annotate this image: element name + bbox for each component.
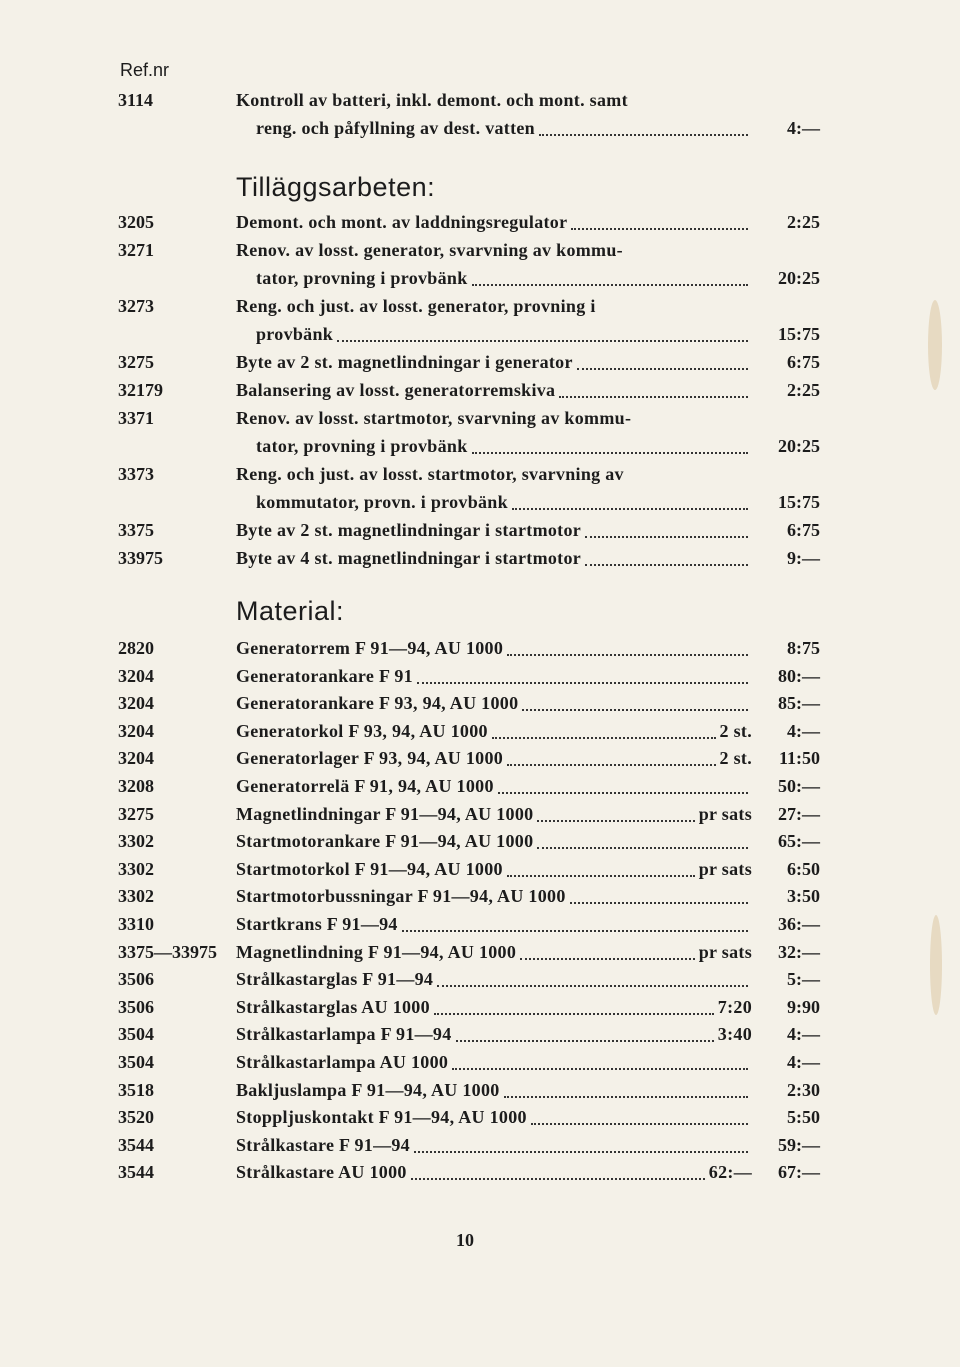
material-row (0, 744, 960, 772)
ref-number: 3273 (118, 296, 154, 316)
leader-dots (585, 554, 748, 566)
material-row (0, 882, 960, 910)
leader-dots (437, 975, 748, 987)
leader-dots (585, 526, 748, 538)
ref-number: 3544 (118, 1134, 154, 1155)
ref-column-header: Ref.nr (120, 60, 170, 80)
item-description: Strålkastare AU 1000 (236, 1162, 407, 1183)
item-price: 32:— (778, 941, 820, 962)
item-description: Generatorlager F 93, 94, AU 1000 (236, 748, 504, 769)
extra-item-row (0, 516, 960, 544)
item-description: Generatorkol F 93, 94, AU 1000 (236, 720, 488, 741)
ref-number: 3204 (118, 720, 154, 741)
ref-number: 3275 (118, 352, 154, 372)
leader-dots (537, 837, 748, 849)
item-price: 2:30 (787, 1079, 820, 1100)
item-description: Startmotorbussningar F 91—94, AU 1000 (236, 886, 566, 907)
leader-dots (456, 1030, 714, 1042)
item-price: 5:50 (787, 1107, 820, 1128)
item-description: Startmotorankare F 91—94, AU 1000 (236, 831, 534, 852)
item-price: 65:— (778, 831, 820, 852)
ref-number: 3506 (118, 996, 154, 1017)
top-item-line-1 (0, 86, 960, 114)
item-price: 4:— (787, 720, 820, 741)
item-price: 67:— (778, 1162, 820, 1183)
item-description: Byte av 4 st. magnetlindningar i startmotor (236, 548, 582, 568)
item-description: tator, provning i provbänk (256, 436, 468, 456)
item-price: 4:— (787, 1052, 820, 1072)
extra-item-row-cont (0, 264, 960, 292)
ref-number: 3302 (118, 886, 154, 907)
item-description: Reng. och just. av losst. generator, provning i (236, 296, 596, 316)
extra-item-row-cont (0, 432, 960, 460)
material-row (0, 855, 960, 883)
item-description: Strålkastarlampa F 91—94 (236, 1024, 452, 1045)
leader-dots (570, 892, 748, 904)
leader-dots (492, 727, 716, 739)
leader-dots (531, 1113, 748, 1125)
leader-dots (472, 274, 748, 286)
material-row (0, 689, 960, 717)
item-price: 4:— (787, 1024, 820, 1045)
item-note: pr sats (698, 803, 752, 824)
item-note: 62:— (708, 1162, 752, 1183)
leader-dots (402, 920, 748, 932)
ref-number: 3373 (118, 464, 154, 484)
leader-dots (504, 1086, 748, 1098)
item-description: tator, provning i provbänk (256, 268, 468, 288)
ref-number: 33975 (118, 548, 163, 568)
leader-dots (577, 358, 748, 370)
item-description: Strålkastare F 91—94 (236, 1134, 410, 1155)
item-price: 6:75 (787, 352, 820, 372)
item-description: Strålkastarglas F 91—94 (236, 969, 434, 990)
section-title-material: Material: (236, 596, 345, 626)
ref-number: 3204 (118, 665, 154, 686)
leader-dots (539, 124, 748, 136)
item-note: 7:20 (717, 996, 752, 1017)
item-description: Reng. och just. av losst. startmotor, svarvning av (236, 464, 624, 484)
leader-dots (559, 386, 748, 398)
material-row (0, 827, 960, 855)
item-description: Byte av 2 st. magnetlindningar i generator (236, 352, 573, 372)
item-description: Startmotorkol F 91—94, AU 1000 (236, 858, 503, 879)
leader-dots (337, 330, 748, 342)
item-price: 3:50 (787, 886, 820, 907)
item-description: Generatorrelä F 91, 94, AU 1000 (236, 776, 494, 796)
item-price: 8:75 (787, 638, 820, 658)
item-price: 2:25 (787, 212, 820, 232)
item-price: 20:25 (778, 268, 820, 288)
item-description: Bakljuslampa F 91—94, AU 1000 (236, 1079, 500, 1100)
item-note: pr sats (698, 941, 752, 962)
material-row (0, 938, 960, 966)
material-row (0, 910, 960, 938)
item-description: Magnetlindning F 91—94, AU 1000 (236, 941, 517, 962)
item-description: Stoppljuskontakt F 91—94, AU 1000 (236, 1107, 527, 1128)
item-description: Byte av 2 st. magnetlindningar i startmotor (236, 520, 582, 540)
item-note: 2 st. (719, 720, 752, 741)
item-description: provbänk (256, 324, 334, 344)
item-price: 59:— (778, 1134, 820, 1155)
ref-number: 3371 (118, 408, 154, 428)
extra-item-row (0, 208, 960, 236)
leader-dots (522, 699, 748, 711)
extra-item-row-cont (0, 488, 960, 516)
extra-item-row (0, 348, 960, 376)
material-row (0, 1131, 960, 1159)
item-description: Generatorankare F 91 (236, 665, 413, 686)
ref-number: 3302 (118, 858, 154, 879)
leader-dots (411, 1168, 705, 1180)
leader-dots (417, 672, 748, 684)
item-description: Renov. av losst. generator, svarvning av kommu- (236, 240, 623, 260)
extra-item-row-cont (0, 320, 960, 348)
item-description: Demont. och mont. av laddningsregulator (236, 212, 568, 232)
leader-dots (507, 644, 748, 656)
item-description: Balansering av losst. generatorremskiva (236, 380, 556, 400)
item-note: 2 st. (719, 748, 752, 769)
item-price: 6:50 (787, 858, 820, 879)
ref-number: 2820 (118, 638, 154, 658)
ref-number: 3271 (118, 240, 154, 260)
leader-dots (434, 1003, 714, 1015)
ref-number: 3204 (118, 693, 154, 714)
item-price: 36:— (778, 914, 820, 934)
item-description: Strålkastarlampa AU 1000 (236, 1052, 449, 1072)
extra-item-row (0, 376, 960, 404)
ref-number: 3302 (118, 831, 154, 852)
item-description: reng. och påfyllning av dest. vatten (256, 118, 535, 138)
leader-dots (498, 782, 748, 794)
item-price: 15:75 (778, 324, 820, 344)
ref-number: 3506 (118, 969, 154, 990)
leader-dots (507, 865, 695, 877)
item-price: 5:— (787, 969, 820, 990)
item-note: pr sats (698, 858, 752, 879)
item-description: Kontroll av batteri, inkl. demont. och mont. samt (236, 90, 628, 110)
item-price: 80:— (778, 665, 820, 686)
item-description: Generatorankare F 93, 94, AU 1000 (236, 693, 519, 714)
extra-item-row (0, 292, 960, 320)
ref-number: 3204 (118, 748, 154, 769)
item-description: Magnetlindningar F 91—94, AU 1000 (236, 803, 534, 824)
ref-number: 3275 (118, 803, 154, 824)
item-price: 4:— (787, 118, 820, 138)
extra-item-row (0, 544, 960, 572)
leader-dots (520, 948, 695, 960)
material-row (0, 662, 960, 690)
item-description: Generatorrem F 91—94, AU 1000 (236, 638, 504, 658)
extra-item-row (0, 460, 960, 488)
section-title-extra-work: Tilläggsarbeten: (236, 172, 436, 202)
item-description: Strålkastarglas AU 1000 (236, 996, 430, 1017)
ref-number: 3310 (118, 914, 154, 934)
material-row (0, 1020, 960, 1048)
item-description: kommutator, provn. i provbänk (256, 492, 508, 512)
material-row (0, 1048, 960, 1076)
material-row (0, 1103, 960, 1131)
leader-dots (571, 218, 748, 230)
material-row (0, 772, 960, 800)
page-number: 10 (456, 1230, 474, 1250)
material-row (0, 800, 960, 828)
ref-number: 3205 (118, 212, 154, 232)
item-price: 9:— (787, 548, 820, 568)
leader-dots (507, 754, 715, 766)
ref-number: 3518 (118, 1079, 154, 1100)
material-row (0, 634, 960, 662)
item-description: Renov. av losst. startmotor, svarvning av kommu- (236, 408, 632, 428)
ref-number: 3520 (118, 1107, 154, 1128)
item-price: 85:— (778, 693, 820, 714)
material-row (0, 717, 960, 745)
material-row (0, 1076, 960, 1104)
ref-number: 3375—33975 (118, 941, 217, 962)
leader-dots (414, 1141, 748, 1153)
extra-item-row (0, 236, 960, 264)
leader-dots (452, 1058, 748, 1070)
item-price: 11:50 (778, 748, 820, 769)
ref-number: 3375 (118, 520, 154, 540)
item-price: 6:75 (787, 520, 820, 540)
item-price: 27:— (778, 803, 820, 824)
item-price: 15:75 (778, 492, 820, 512)
ref-number: 3504 (118, 1024, 154, 1045)
leader-dots (472, 442, 748, 454)
ref-number: 3114 (118, 90, 154, 110)
extra-item-row (0, 404, 960, 432)
ref-number: 32179 (118, 380, 163, 400)
material-row (0, 965, 960, 993)
ref-number: 3544 (118, 1162, 154, 1183)
item-note: 3:40 (717, 1024, 752, 1045)
material-row (0, 993, 960, 1021)
material-row (0, 1158, 960, 1186)
ref-number: 3208 (118, 776, 154, 796)
leader-dots (537, 810, 694, 822)
item-price: 20:25 (778, 436, 820, 456)
item-price: 2:25 (787, 380, 820, 400)
leader-dots (512, 498, 748, 510)
item-description: Startkrans F 91—94 (236, 914, 398, 934)
item-price: 50:— (778, 776, 820, 796)
ref-number: 3504 (118, 1052, 154, 1072)
item-price: 9:90 (787, 996, 820, 1017)
top-item-line-2 (0, 114, 960, 142)
